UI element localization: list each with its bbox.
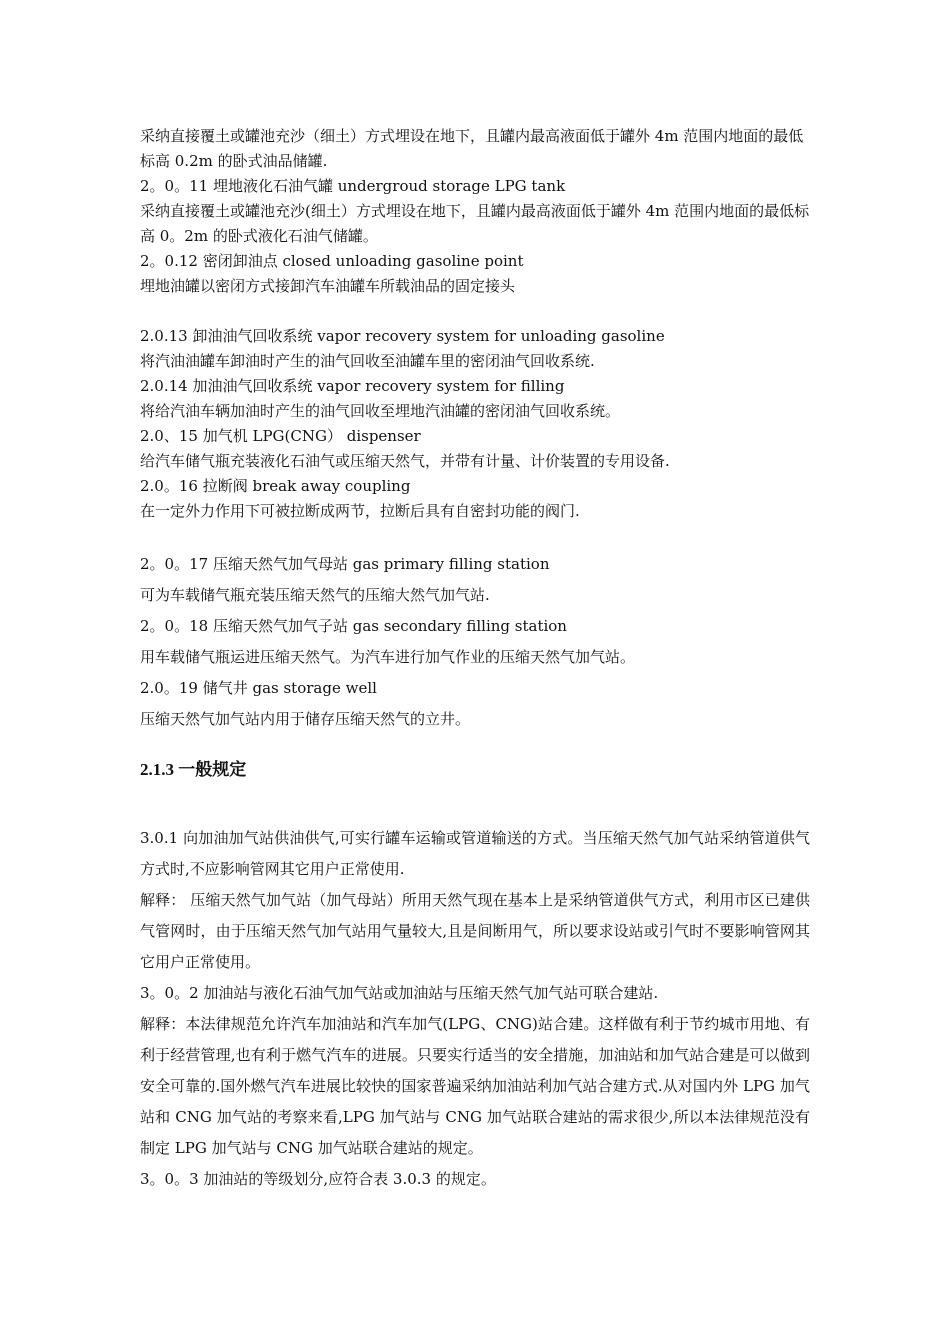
definition-text: 用车载储气瓶运进压缩天然气。为汽车进行加气作业的压缩天然气加气站。: [140, 648, 636, 666]
explanation-text: 解释： 压缩天然气加气站（加气母站）所用天然气现在基本上是采纳管道供气方式，利用市区已建供气管网时，由于压缩天然气加气站用气量较大,且是间断用气，所以要求设站或引气时不要影响管网其它用户正常使用。: [140, 891, 810, 971]
definition-text: 给汽车储气瓶充装液化石油气或压缩天然气，并带有计量、计价装置的专用设备.: [140, 452, 670, 470]
clause-title: 2.0。16 拉断阀 break away coupling: [140, 477, 411, 495]
definition-text: 采纳直接覆土或罐池充沙（细土）方式埋设在地下，且罐内最高液面低于罐外 4m 范围内地面的最低标高 0.2m 的卧式油品储罐.: [140, 127, 804, 170]
clause-title: 2.0.13 卸油油气回收系统 vapor recovery system for unloading gasoline: [140, 327, 665, 345]
clause-title: 2。0。18 压缩天然气加气子站 gas secondary filling station: [140, 617, 567, 635]
clause-text: 3。0。3 加油站的等级划分,应符合表 3.0.3 的规定。: [140, 1170, 496, 1188]
definitions-block-c: [140, 549, 810, 735]
clause-title: 2。0。17 压缩天然气加气母站 gas primary filling station: [140, 555, 550, 573]
definition-text: 压缩天然气加气站内用于储存压缩天然气的立井。: [140, 710, 471, 728]
section-heading: 2.1.3 一般规定: [140, 760, 247, 779]
clause-title: 2.0。19 储气井 gas storage well: [140, 679, 377, 697]
definition-text: 可为车载储气瓶充装压缩天然气的压缩大然气加气站.: [140, 586, 490, 604]
definitions-block-a: [140, 124, 810, 549]
document-page: [140, 124, 810, 1195]
definition-text: 采纳直接覆土或罐池充沙(细土）方式埋设在地下，且罐内最高液面低于罐外 4m 范围内地面的最低标高 0。2m 的卧式液化石油气储罐。: [140, 202, 810, 245]
blank-line: [140, 299, 810, 324]
definition-text: 将给汽油车辆加油时产生的油气回收至埋地汽油罐的密闭油气回收系统。: [140, 402, 621, 420]
clause-title: 2.0、15 加气机 LPG(CNG） dispenser: [140, 427, 421, 445]
definition-text: 在一定外力作用下可被拉断成两节，拉断后具有自密封功能的阀门.: [140, 502, 580, 520]
clause-title: 2。0.12 密闭卸油点 closed unloading gasoline point: [140, 252, 524, 270]
clause-text: 3。0。2 加油站与液化石油气加气站或加油站与压缩天然气加气站可联合建站.: [140, 984, 659, 1002]
blank-line: [140, 524, 810, 549]
clause-title: 2。0。11 埋地液化石油气罐 undergroud storage LPG tank: [140, 177, 566, 195]
clause-title: 2.0.14 加油油气回收系统 vapor recovery system for filling: [140, 377, 565, 395]
explanation-text: 解释：本法律规范允许汽车加油站和汽车加气(LPG、CNG)站合建。这样做有利于节约城市用地、有利于经营管理,也有利于燃气汽车的进展。只要实行适当的安全措施，加油站和加气站合建是可以做到安全可靠的.国外燃气汽车进展比较快的国家普遍采纳加油站利加气站合建方式.从对国内外 LPG 加气站和 CNG 加气站的考察来看,LPG 加气站与 CNG 加气站联合建站的需求很少,所以本法律规范没有制定 LPG 加气站与 CNG 加气站联合建站的规定。: [140, 1015, 810, 1157]
definition-text: 将汽油油罐车卸油时产生的油气回收至油罐车里的密闭油气回收系统.: [140, 352, 595, 370]
clause-text: 3.0.1 向加油加气站供油供气,可实行罐车运输或管道输送的方式。当压缩天然气加气站采纳管道供气方式时,不应影响管网其它用户正常使用.: [140, 829, 810, 878]
definition-text: 埋地油罐以密闭方式接卸汽车油罐车所载油品的固定接头: [140, 277, 516, 295]
general-provisions-block: [140, 823, 810, 1195]
